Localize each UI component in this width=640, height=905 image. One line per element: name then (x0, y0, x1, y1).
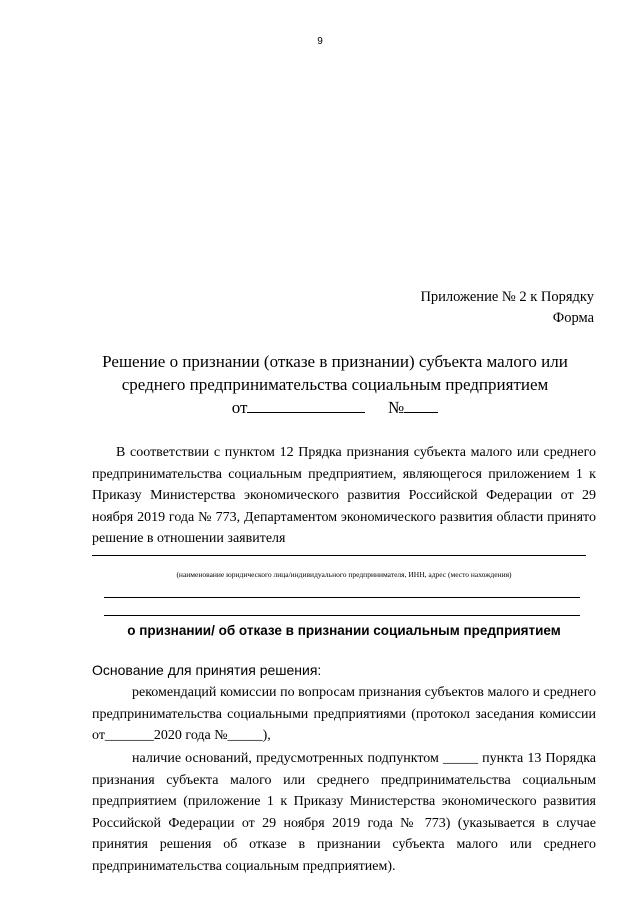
appendix-header (420, 287, 594, 329)
date-blank (247, 398, 365, 413)
number-blank (404, 398, 438, 413)
paragraph-commission: рекомендаций комиссии по вопросам признания субъектов малого и среднего предпринимательства социальными предприятиями (протокол заседания комиссии от_______2020 года №_____), (92, 685, 596, 743)
appendix-line: Приложение № 2 к Порядку (420, 289, 594, 305)
applicant-blank-line-1 (92, 555, 586, 556)
paragraph-grounds: наличие оснований, предусмотренных подпунктом _____ пункта 13 Порядка признания субъекта малого или среднего предпринимательства социальным предприятием (приложение 1 к Приказу Министерства экономического развития Российской Федерации от 29 ноября 2019 года № 773) (указывается в случае принятия решения об отказе в признании субъекта малого или среднего предпринимательства социальным предприятием). (92, 751, 596, 874)
document-title (60, 350, 610, 419)
applicant-blank-line-3 (104, 615, 580, 616)
decision-statement: о признании/ об отказе в признании социальным предприятием (127, 623, 561, 638)
title-line-1: Решение о признании (отказе в признании) субъекта малого или (102, 352, 568, 371)
applicant-caption: (наименование юридического лица/индивидуального предпринимателя, ИНН, адрес (место нахождения) (176, 570, 512, 579)
number-label: № (387, 398, 405, 417)
basis-label: Основание для принятия решения: (92, 662, 322, 678)
form-label: Форма (552, 310, 594, 326)
page-number: 9 (317, 36, 323, 47)
title-line-2: среднего предпринимательства социальным предприятием (121, 375, 549, 394)
paragraph-intro: В соответствии с пунктом 12 Прядка признания субъекта малого или среднего предпринимательства социальным предприятием, являющегося приложением 1 к Приказу Министерства экономического развития Российской Федерации от 29 ноября 2019 года № 773, Департаментом экономического развития области принято решение в отношении заявителя (92, 445, 596, 546)
title-date-number-line (60, 396, 610, 419)
applicant-blank-line-2 (104, 597, 580, 598)
from-label: от (231, 398, 248, 417)
